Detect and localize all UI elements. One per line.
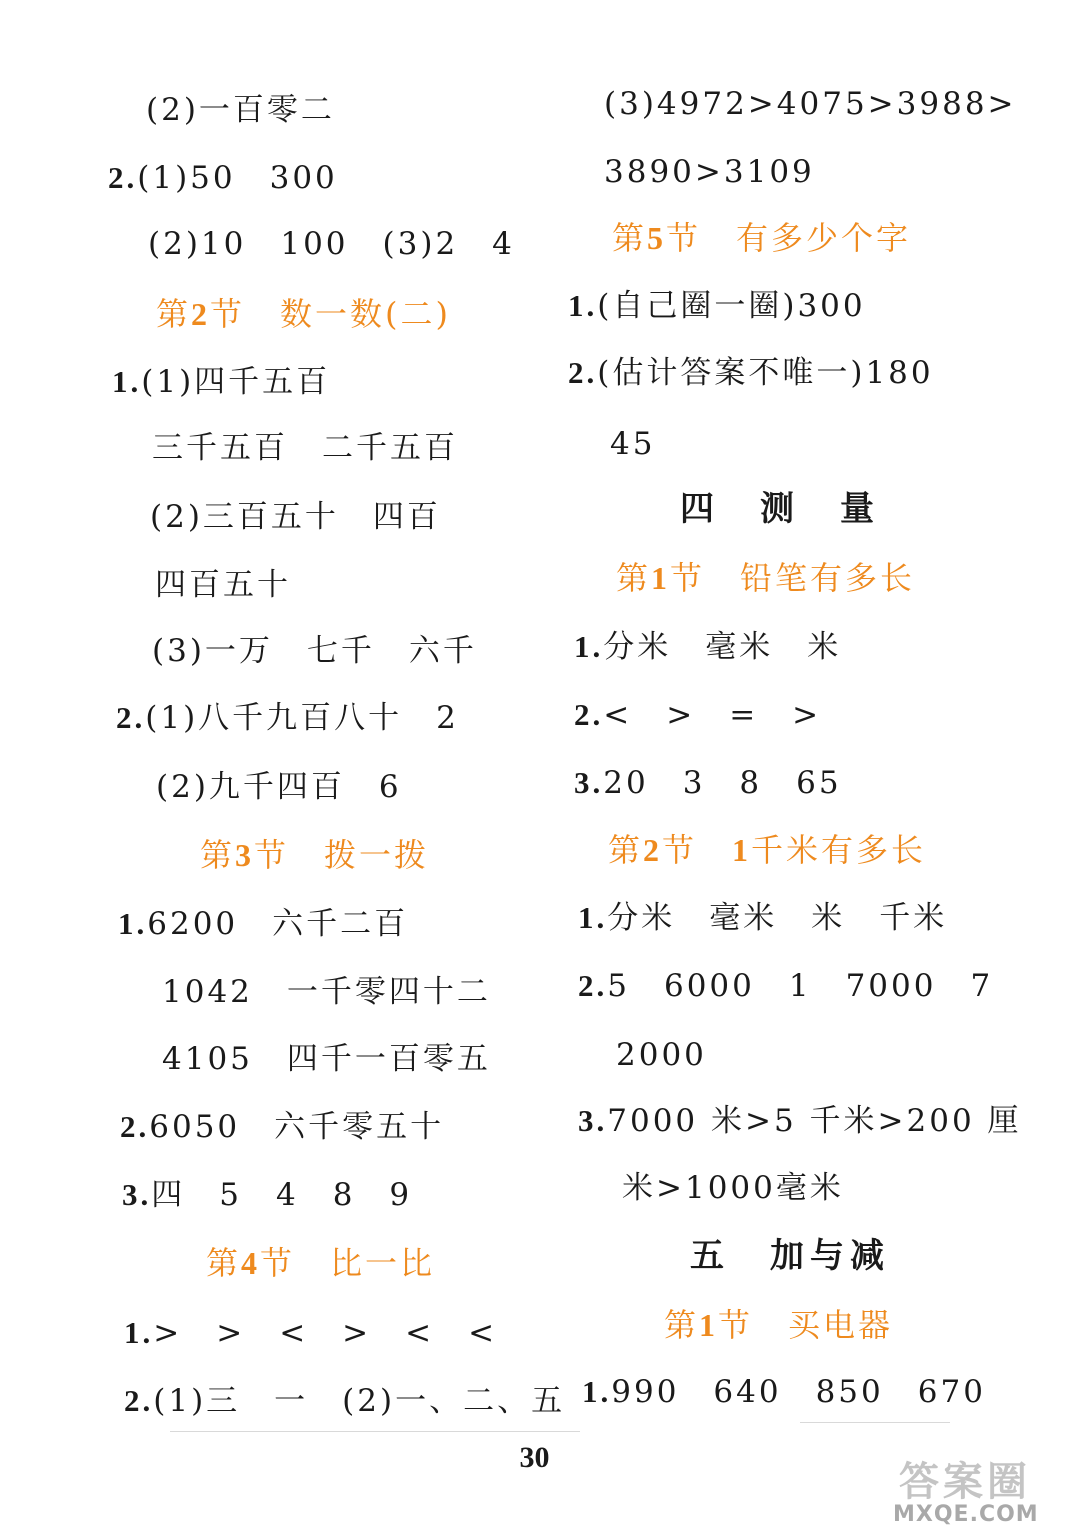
answer-line: 1.6200 六千二百 [118, 906, 409, 942]
answer-line: 2.6050 六千零五十 [120, 1109, 445, 1145]
footer-rule [170, 1431, 580, 1432]
watermark-logo [893, 1450, 1063, 1530]
answer-line: 1.(1)四千五百 [112, 364, 331, 400]
watermark-text: 答案圈 [899, 1459, 1031, 1505]
answer-line: 四百五十 [155, 567, 291, 603]
answer-line: 三千五百 二千五百 [152, 430, 458, 466]
answer-line: 1.分米 毫米 米 千米 [578, 900, 948, 936]
section-heading: 第1节 买电器 [664, 1306, 894, 1344]
answer-line: (3)4972>4075>3988> [604, 86, 1017, 122]
answer-line: 2.(1)50 300 [108, 160, 338, 196]
answer-line: 2.5 6000 1 7000 7 [578, 968, 994, 1004]
chapter-heading: 四 测 量 [680, 489, 880, 529]
answer-line: 1.> > < > < < [124, 1315, 498, 1351]
answer-line: 1.(自己圈一圈)300 [568, 288, 866, 324]
answer-line: (2)三百五十 四百 [150, 499, 441, 535]
answer-line: (3)一万 七千 六千 [152, 633, 477, 669]
page-number: 30 [519, 1441, 550, 1474]
answer-line: 2.(1)三 一 (2)一、二、五 [124, 1383, 566, 1419]
footer-rule [800, 1422, 950, 1423]
answer-line: 3.7000 米>5 千米>200 厘 [578, 1103, 1022, 1139]
watermark-url: MXQE.COM [893, 1502, 1039, 1527]
answer-line: 1042 一千零四十二 [162, 974, 491, 1010]
answer-line: 1.分米 毫米 米 [574, 629, 842, 665]
answer-line: 米>1000毫米 [622, 1170, 844, 1206]
answer-line: (2)九千四百 6 [156, 769, 402, 805]
answer-line: 3.四 5 4 8 9 [122, 1177, 413, 1213]
answer-line: 3890>3109 [604, 154, 815, 190]
answer-line: 4105 四千一百零五 [162, 1041, 491, 1077]
answer-line: (2)10 100 (3)2 4 [148, 226, 515, 262]
answer-line: 2.(估计答案不唯一)180 [568, 355, 934, 391]
section-heading: 第4节 比一比 [206, 1244, 436, 1282]
answer-line: 2.< > = > [574, 697, 822, 733]
answer-line: 3.20 3 8 65 [574, 765, 842, 801]
answer-line: (2)一百零二 [146, 92, 335, 128]
answer-line: 1.990 640 850 670 [582, 1374, 986, 1410]
section-heading: 第1节 铅笔有多长 [616, 559, 916, 597]
section-heading: 第3节 拨一拨 [200, 836, 430, 874]
answer-line: 45 [610, 426, 656, 462]
answer-line: 2.(1)八千九百八十 2 [116, 700, 459, 736]
answer-line: 2000 [616, 1037, 707, 1073]
section-heading: 第2节 数一数(二) [156, 295, 452, 333]
section-heading: 第5节 有多少个字 [612, 219, 912, 257]
section-heading: 第2节 1千米有多长 [608, 831, 927, 869]
chapter-heading: 五 加与减 [690, 1236, 890, 1276]
